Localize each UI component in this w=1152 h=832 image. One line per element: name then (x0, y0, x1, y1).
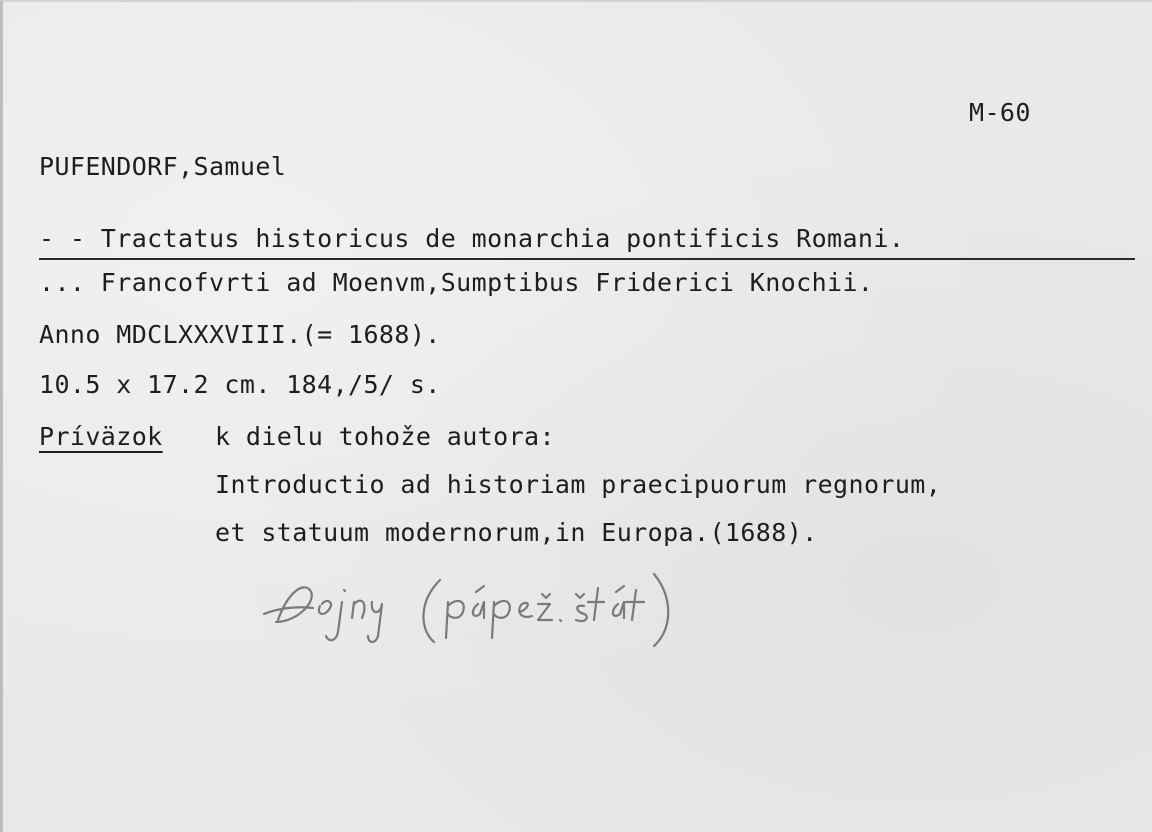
author-heading: PUFENDORF,Samuel (39, 152, 287, 181)
year-line: Anno MDCLXXXVIII.(= 1688). (39, 320, 441, 349)
bound-work-line-1: Introductio ad historiam praecipuorum regnorum, (215, 470, 942, 499)
bound-with-label: Prívӓzok (39, 422, 163, 451)
title-underline (39, 258, 1135, 260)
bound-with-text: k dielu tohože autora: (215, 422, 555, 451)
bound-work-line-2: et statuum modernorum,in Europa.(1688). (215, 518, 818, 547)
title-line: - - Tractatus historicus de monarchia pontificis Romani. (39, 224, 905, 253)
call-number: M-60 (969, 98, 1031, 127)
imprint-line: ... Francofvrti ad Moenvm,Sumptibus Friderici Knochii. (39, 268, 874, 297)
handwritten-pencil-note (258, 562, 738, 652)
extent-line: 10.5 x 17.2 cm. 184,/5/ s. (39, 370, 441, 399)
